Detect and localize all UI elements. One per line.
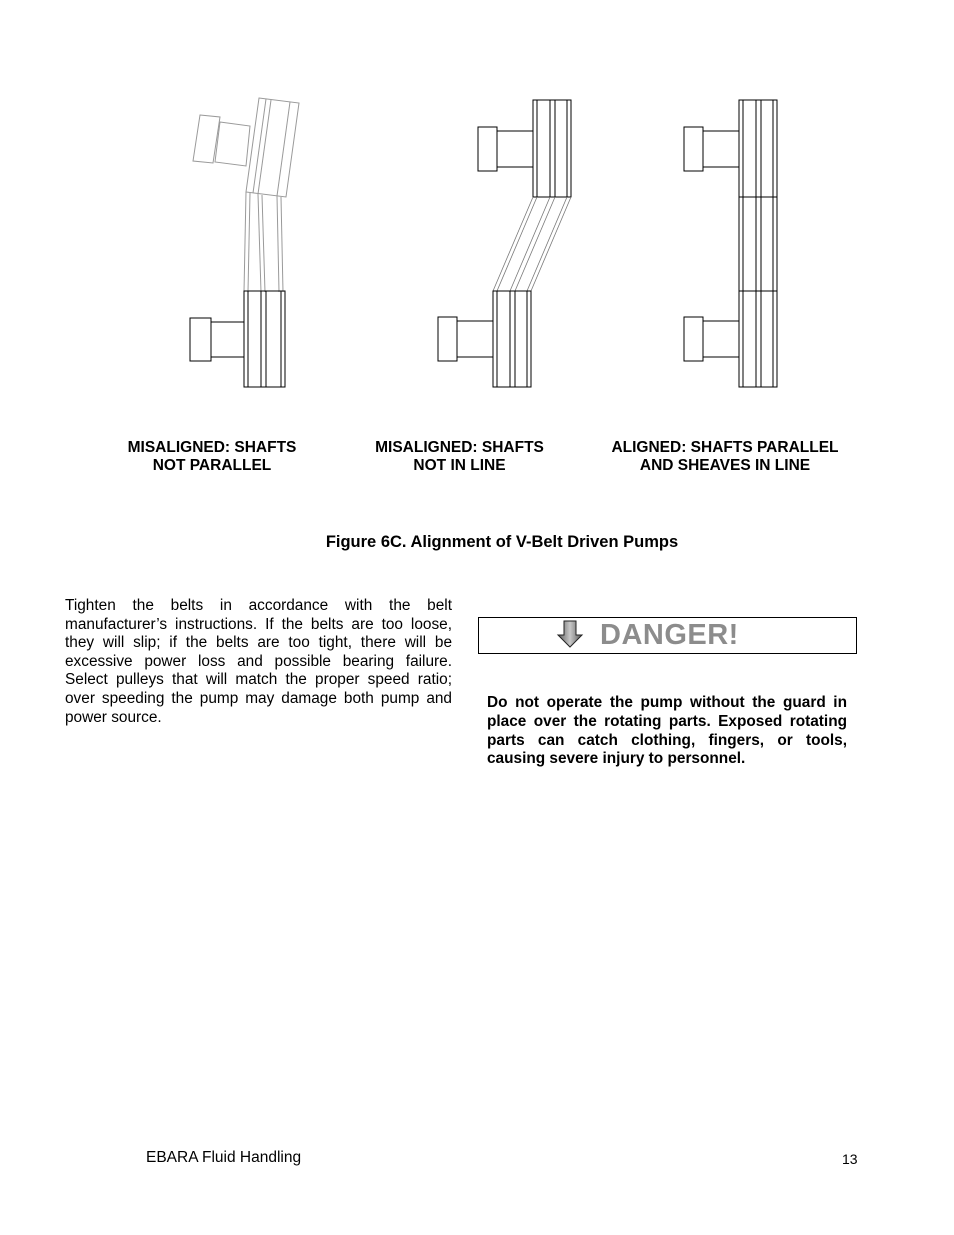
panel-2-caption: MISALIGNED: SHAFTS NOT IN LINE xyxy=(375,439,544,474)
v-belt-alignment-figure xyxy=(0,0,954,420)
upper-sheave-tilted xyxy=(193,98,299,292)
lower-sheave xyxy=(684,291,777,387)
page-number: 13 xyxy=(842,1151,858,1167)
panel-misaligned-not-in-line xyxy=(438,100,571,387)
belts-offset xyxy=(493,197,571,291)
panel-1-caption: MISALIGNED: SHAFTS NOT PARALLEL xyxy=(127,439,297,474)
belt-tightening-paragraph: Tighten the belts in accordance with the belt manufacturer’s instructions. If the belts are too loose, they will slip; if the belts are too tight, there will be excessive power loss and possible bearing failure. Select pulleys that will match the proper speed ratio; over speeding the pump may damage both pump and power source. xyxy=(65,597,452,726)
panel-misaligned-not-parallel xyxy=(190,98,299,387)
panel-aligned xyxy=(684,100,777,387)
figure-title: Figure 6C. Alignment of V-Belt Driven Pumps xyxy=(325,533,679,551)
panel-3-caption: ALIGNED: SHAFTS PARALLEL AND SHEAVES IN LINE xyxy=(611,439,839,474)
belts-straight xyxy=(739,197,777,291)
danger-banner xyxy=(478,617,857,654)
upper-sheave xyxy=(478,100,571,197)
footer-company: EBARA Fluid Handling xyxy=(146,1149,302,1166)
down-arrow-icon xyxy=(556,619,584,649)
lower-sheave xyxy=(190,291,285,387)
danger-label: DANGER! xyxy=(600,619,739,651)
lower-sheave xyxy=(438,291,531,387)
danger-warning-text: Do not operate the pump without the guard in place over the rotating parts. Exposed rotating parts can catch clothing, fingers, or tools, causing severe injury to personnel. xyxy=(487,694,847,768)
upper-sheave xyxy=(684,100,777,197)
